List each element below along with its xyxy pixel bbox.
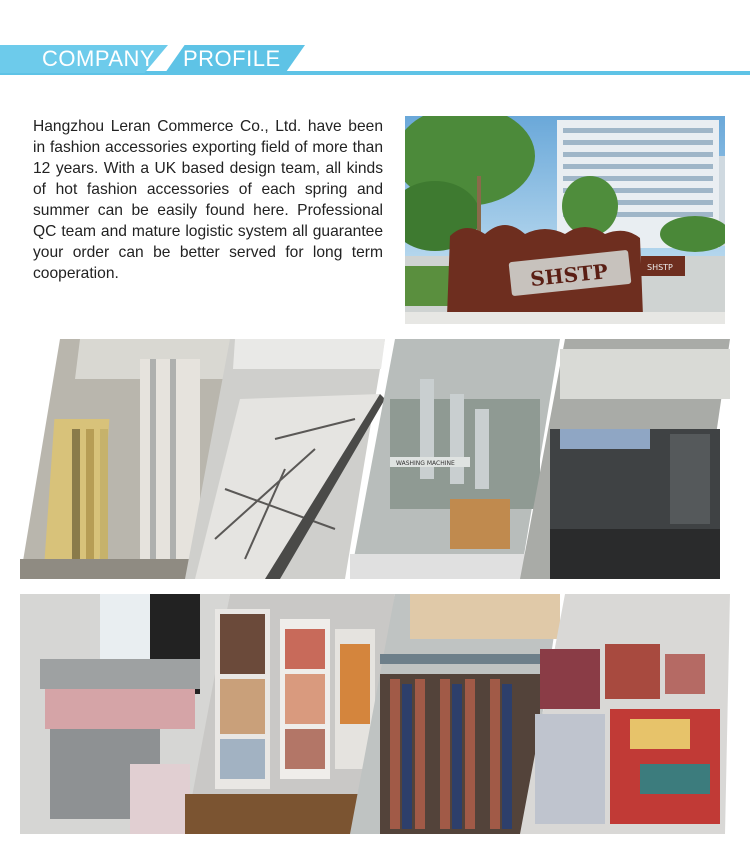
packed-goods-photo [520, 594, 730, 834]
company-intro-text: Hangzhou Leran Commerce Co., Ltd. have been in fashion accessories exporting field of more than 12 years. With a UK based design team, all kinds of hot fashion accessories of each spring and summer can be easily found here. Professional QC team and mature logistic system all guarantee your order can be better served for long term cooperation. [33, 118, 383, 282]
hq-side-sign-text: SHSTP [647, 263, 673, 272]
machine-label-text: WASHING MACHINE [396, 460, 455, 467]
factory-gallery [20, 339, 730, 579]
headquarters-photo [405, 116, 725, 324]
dyeing-line-photo [520, 339, 730, 579]
section-header [0, 42, 750, 76]
header-title-profile: PROFILE [183, 46, 281, 71]
header-title-company: COMPANY [42, 46, 156, 71]
hq-sign-text: SHSTP [529, 259, 609, 292]
product-gallery [20, 594, 730, 834]
